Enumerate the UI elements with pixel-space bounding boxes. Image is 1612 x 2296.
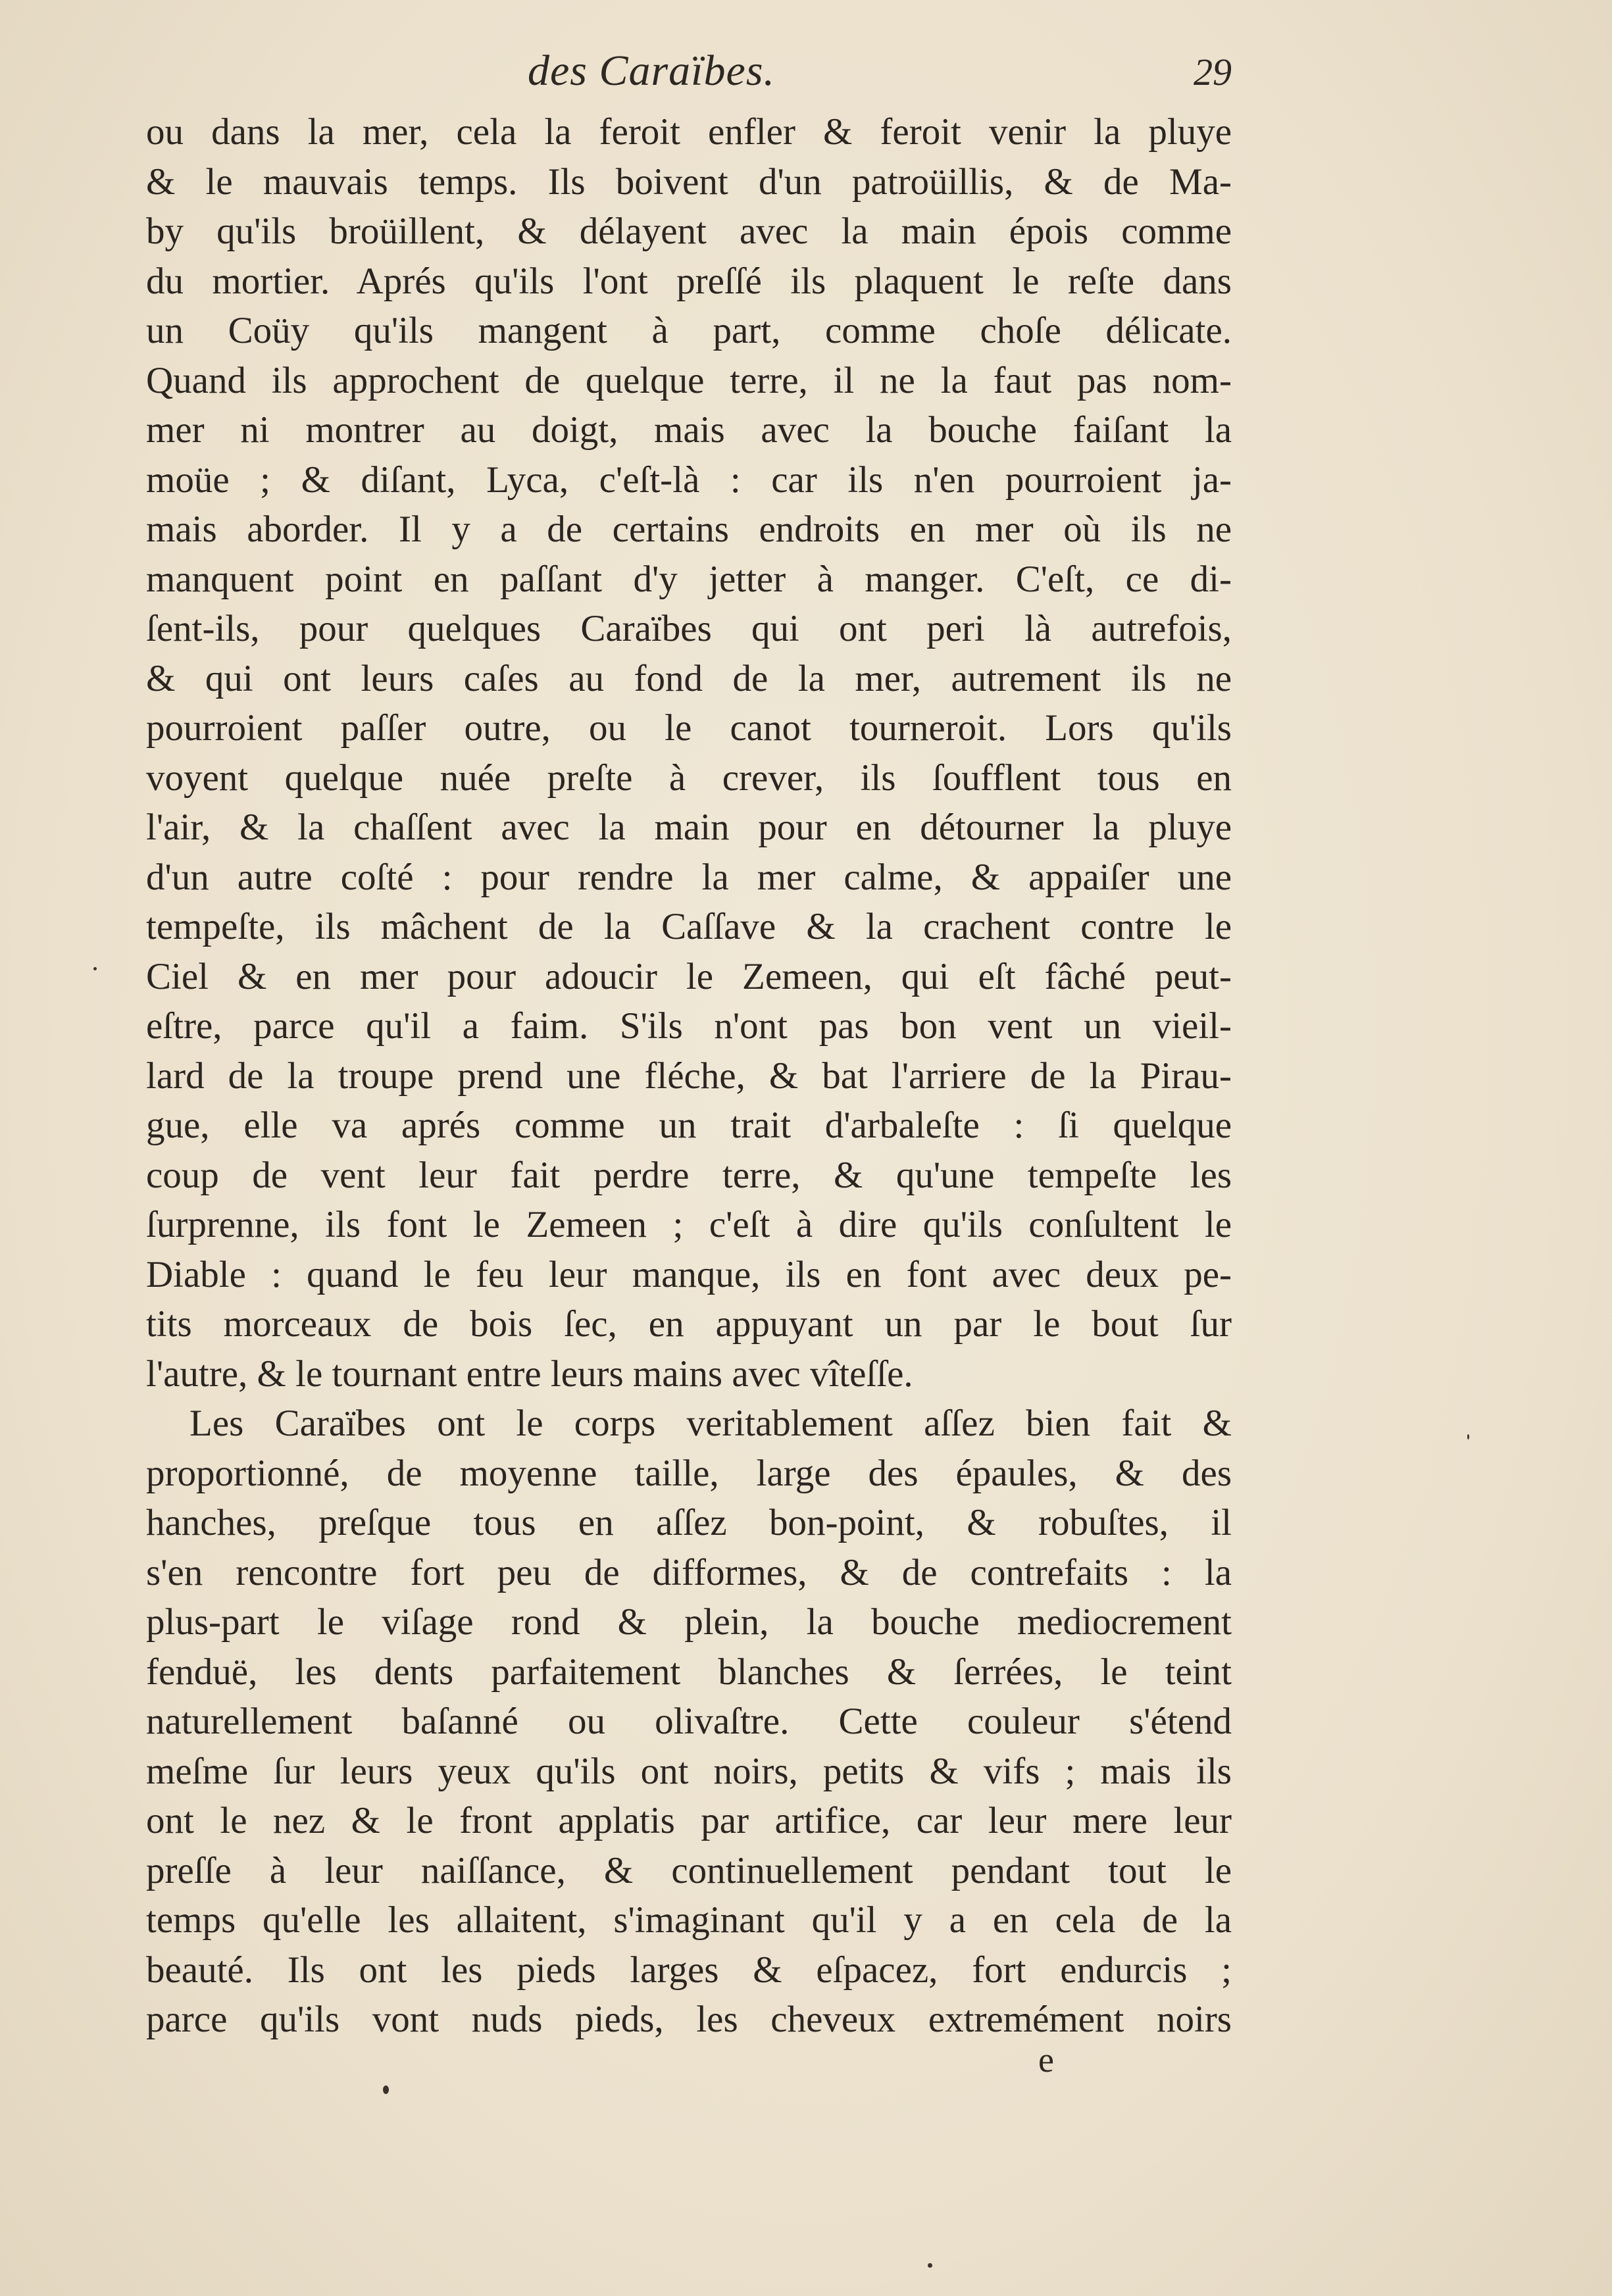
text-line: un Coüy qu'ils mangent à part, comme choſe délicate.: [146, 310, 1232, 351]
ink-speck: [383, 2085, 389, 2094]
running-title: des Caraïbes.: [528, 47, 775, 95]
text-line: manquent point en paſſant d'y jetter à manger. C'eſt, ce di-: [146, 558, 1232, 600]
text-line: tempeſte, ils mâchent de la Caſſave & la crachent contre le: [146, 906, 1232, 947]
ink-speck: [93, 967, 97, 970]
text-line: gue, elle va aprés comme un trait d'arbaleſte : ſi quelque: [146, 1105, 1232, 1146]
text-line: preſſe à leur naiſſance, & continuellement pendant tout le: [146, 1849, 1232, 1891]
paragraph-1: [146, 107, 1232, 1399]
text-line: mais aborder. Il y a de certains endroits en mer où ils ne: [146, 509, 1232, 550]
body-text: [146, 107, 1232, 2045]
ink-speck: [928, 2263, 932, 2268]
text-line: fenduë, les dents parfaitement blanches & ſerrées, le teint: [146, 1651, 1232, 1693]
text-line: voyent quelque nuée preſte à crever, ils ſoufflent tous en: [146, 757, 1232, 799]
text-line: ou dans la mer, cela la feroit enfler & feroit venir la pluye: [146, 111, 1232, 153]
text-line: d'un autre coſté : pour rendre la mer calme, & appaiſer une: [146, 856, 1232, 898]
text-line: eſtre, parce qu'il a faim. S'ils n'ont pas bon vent un vieil-: [146, 1005, 1232, 1047]
ink-speck: [1467, 1434, 1469, 1439]
text-line: moüe ; & diſant, Lyca, c'eſt-là : car ils n'en pourroient ja-: [146, 459, 1232, 501]
text-line: s'en rencontre fort peu de difformes, & de contrefaits : la: [146, 1551, 1232, 1593]
text-line: ont le nez & le front applatis par artifice, car leur mere leur: [146, 1800, 1232, 1841]
text-line: & le mauvais temps. Ils boivent d'un patroüillis, & de Ma-: [146, 161, 1232, 203]
text-line: Ciel & en mer pour adoucir le Zemeen, qui eſt fâché peut-: [146, 955, 1232, 997]
text-line: ſent-ils, pour quelques Caraïbes qui ont peri là autrefois,: [146, 608, 1232, 649]
text-line: plus-part le viſage rond & plein, la bouche mediocrement: [146, 1601, 1232, 1643]
text-line: by qu'ils broüillent, & délayent avec la main épois comme: [146, 211, 1232, 252]
page-number: 29: [1194, 51, 1232, 93]
text-line: & qui ont leurs caſes au fond de la mer, autrement ils ne: [146, 657, 1232, 699]
running-head: [146, 46, 1232, 105]
text-line: du mortier. Aprés qu'ils l'ont preſſé ils plaquent le reſte dans: [146, 260, 1232, 302]
text-line: Quand ils approchent de quelque terre, il ne la faut pas nom-: [146, 359, 1232, 401]
text-line: mer ni montrer au doigt, mais avec la bouche faiſant la: [146, 409, 1232, 451]
text-line: lard de la troupe prend une fléche, & bat l'arriere de la Pirau-: [146, 1055, 1232, 1097]
text-line: Diable : quand le feu leur manque, ils en font avec deux pe-: [146, 1253, 1232, 1295]
text-line: meſme ſur leurs yeux qu'ils ont noirs, petits & vifs ; mais ils: [146, 1750, 1232, 1792]
text-line: parce qu'ils vont nuds pieds, les cheveux extremément noirs: [146, 1999, 1232, 2040]
text-line: hanches, preſque tous en aſſez bon-point, & robuſtes, il: [146, 1502, 1232, 1543]
text-line: ſurprenne, ils font le Zemeen ; c'eſt à dire qu'ils conſultent le: [146, 1204, 1232, 1245]
text-line: Les Caraïbes ont le corps veritablement aſſez bien fait &: [189, 1403, 1232, 1444]
paragraph-2: [146, 1399, 1232, 2045]
text-line: l'autre, & le tournant entre leurs mains avec vîteſſe.: [146, 1353, 913, 1395]
text-line: pourroient paſſer outre, ou le canot tourneroit. Lors qu'ils: [146, 707, 1232, 749]
text-line: temps qu'elle les allaitent, s'imaginant qu'il y a en cela de la: [146, 1899, 1232, 1941]
text-line: tits morceaux de bois ſec, en appuyant un par le bout ſur: [146, 1303, 1232, 1345]
text-line: coup de vent leur fait perdre terre, & qu'une tempeſte les: [146, 1154, 1232, 1196]
text-line: proportionné, de moyenne taille, large des épaules, & des: [146, 1452, 1232, 1494]
signature-mark: e: [1038, 2040, 1054, 2080]
text-line: naturellement baſanné ou olivaſtre. Cette couleur s'étend: [146, 1701, 1232, 1742]
text-line: l'air, & la chaſſent avec la main pour en détourner la pluye: [146, 807, 1232, 848]
text-line: beauté. Ils ont les pieds larges & eſpacez, fort endurcis ;: [146, 1949, 1232, 1991]
